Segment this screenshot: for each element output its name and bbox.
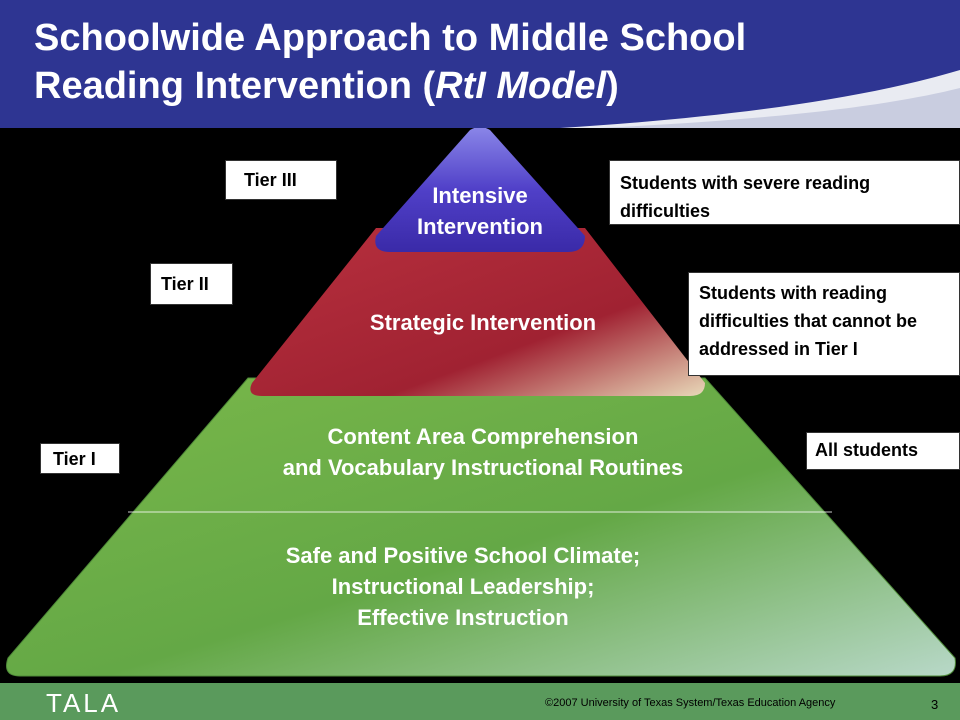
title-line-1: Schoolwide Approach to Middle School	[34, 17, 747, 59]
tier1-upper-line-2: and Vocabulary Instructional Routines	[282, 455, 684, 480]
title-line-2	[34, 62, 746, 110]
tala-logo: TALA	[46, 688, 122, 718]
tier1-description: All students	[806, 432, 960, 470]
page-number: 3	[931, 697, 939, 712]
slide-title	[34, 14, 746, 110]
slide-header	[0, 0, 960, 128]
tier2-layer-label: Strategic Intervention	[369, 310, 597, 335]
tier2-tag: Tier II	[150, 263, 233, 305]
tier3-line-2: Intervention	[417, 214, 543, 239]
tier3-tag: Tier III	[225, 160, 337, 200]
tier1-upper-label	[200, 421, 766, 483]
tier1-lower-line-3: Effective Instruction	[357, 605, 569, 630]
copyright-text: ©2007 University of Texas System/Texas Education Agency	[545, 697, 836, 709]
tier1-lower-label	[180, 540, 746, 633]
tier2-description: Students with reading difficulties that cannot be addressed in Tier I	[688, 272, 960, 376]
title-text: Reading Intervention (	[34, 65, 436, 107]
tier3-layer-label	[380, 180, 580, 242]
tier3-line-1: Intensive	[432, 183, 528, 208]
tier1-tag: Tier I	[40, 443, 120, 474]
title-italic: RtI Model	[435, 65, 607, 107]
tier1-lower-line-1: Safe and Positive School Climate;	[285, 543, 641, 568]
slide-footer	[0, 683, 960, 720]
tier1-upper-line-1: Content Area Comprehension	[327, 424, 639, 449]
diagram-stage	[0, 128, 960, 683]
tier1-lower-line-2: Instructional Leadership;	[331, 574, 595, 599]
tier3-description: Students with severe reading difficulties	[609, 160, 960, 225]
title-close: )	[606, 65, 619, 107]
